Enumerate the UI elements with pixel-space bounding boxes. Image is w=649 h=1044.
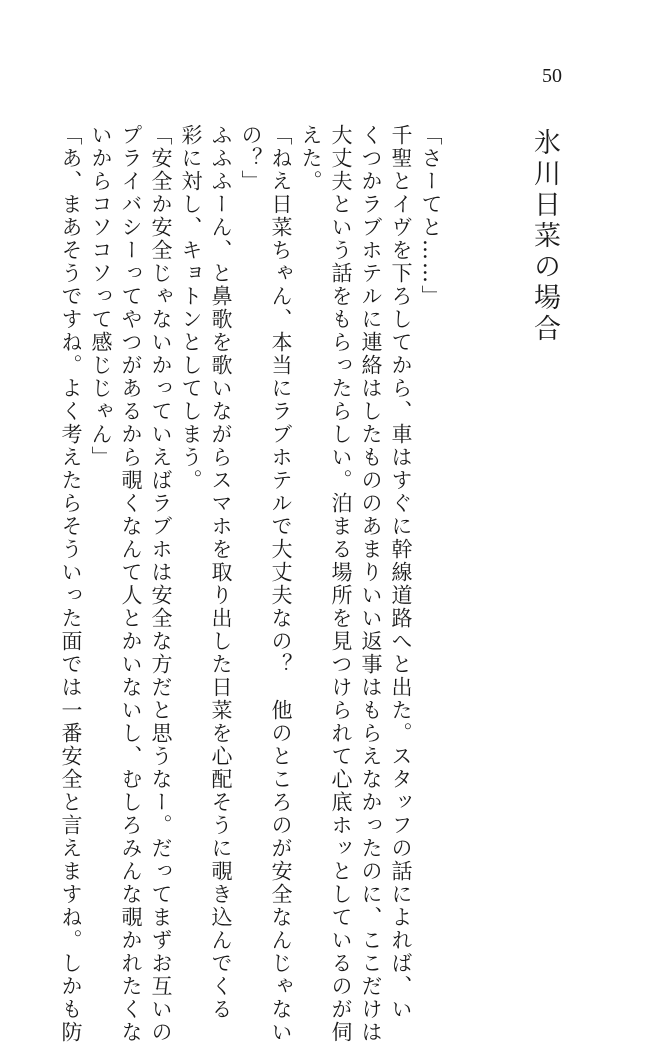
text-line: 「安全か安全じゃないかっていえばラブホは安全な方だと思うなー。だってまずお互いの xyxy=(149,124,173,1044)
text-line: の？」 xyxy=(239,124,263,193)
text-line: 「さーてと……」 xyxy=(419,124,443,308)
text-line: 彩に対し、キョトンとしてしまう。 xyxy=(179,124,203,492)
text-line: いからコソコソって感じじゃん」 xyxy=(89,124,113,469)
page-number: 50 xyxy=(542,65,562,87)
text-line: ふふふーん、と鼻歌を歌いながらスマホを取り出した日菜を心配そうに覗き込んでくる xyxy=(209,124,233,1021)
chapter-title: 氷川日菜の場合 xyxy=(529,128,560,345)
body-text xyxy=(59,124,446,1044)
text-line: えた。 xyxy=(299,124,323,193)
text-line: 千聖とイヴを下ろしてから、車はすぐに幹線道路へと出た。スタッフの話によれば、い xyxy=(389,124,413,1021)
text-line: 「ねえ日菜ちゃん、本当にラブホテルで大丈夫なの？ 他のところのが安全なんじゃない xyxy=(269,124,293,1044)
text-line: くつかラブホテルに連絡はしたもののあまりいい返事はもらえなかったのに、ここだけは xyxy=(359,124,383,1044)
text-line: 「あ、まあそうですね。よく考えたらそういった面では一番安全と言えますね。しかも防 xyxy=(59,124,83,1044)
text-line: プライバシーってやつがあるから覗くなんて人とかいないし、むしろみんな覗かれたくな xyxy=(119,124,143,1044)
text-line: 大丈夫という話をもらったらしい。泊まる場所を見つけられて心底ホッとしているのが伺 xyxy=(329,124,353,1044)
